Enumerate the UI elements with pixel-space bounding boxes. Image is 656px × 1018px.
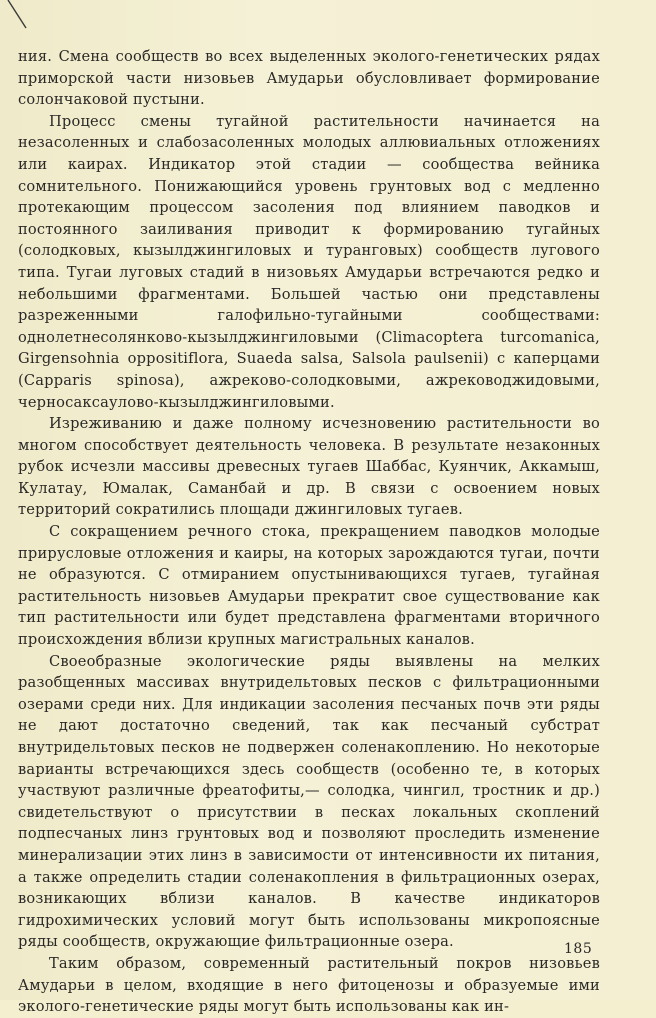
paragraph-sand-ecological-rows: Своеобразные экологические ряды выявлены на мелких разобщенных массивах внутридельтовых песков с фильтрационными озерами среди них. Для индикации засоления песчаных почв эти ряды не дают достаточно сведений, так как песчаный субстрат внутридельтовых песков не подвержен соленакоплению. Но некоторые варианты встречающихся здесь сообществ (особенно те, в которых участвуют различные фреатофиты,— солодка, чингил, тростник и др.) свидетельствуют о присутствии в песках локальных скоплений подпесчаных линз грунтовых вод и позволяют проследить изменение минерализации этих линз в зависимости от интенсивности их питания, а также определить стадии соленакопления в фильтрационных озерах, возникающих вблизи каналов. В качестве индикаторов гидрохимических условий могут быть использованы микропоясные ряды сообществ, окружающие фильтрационные озера. <box>18 652 600 951</box>
paragraph-conclusion: Таким образом, современный растительный покров низовьев Амударьи в целом, входящие в него фитоценозы и образуемые ими эколого-генетические ряды могут быть использованы как ин- <box>18 954 600 1016</box>
scan-edge-mark <box>6 0 28 30</box>
page-number: 185 <box>564 941 593 957</box>
paragraph-river-flow: С сокращением речного стока, прекращением паводков молодые прирусловые отложения и каиры, на которых зарождаются тугаи, почти не образуются. С отмиранием опустынивающихся тугаев, тугайная растительность низовьев Амударьи прекратит свое существование как тип растительности или будет представлена фрагментами вторичного происхождения вблизи крупных магистральных каналов. <box>18 523 600 649</box>
paragraph-continued: ния. Смена сообществ во всех выделенных эколого-генетических рядах приморской части низовьев Амударьи обусловливает формирование солончаковой пустыни. <box>18 48 600 109</box>
paragraph-human-impact: Изреживанию и даже полному исчезновению растительности во многом способствует деятельность человека. В результате незаконных рубок исчезли массивы древесных тугаев Шаббас, Куянчик, Аккамыш, Кулатау, Юмалак, Саманбай и др. В связи с освоением новых территорий сократились площади джингиловых тугаев. <box>18 415 600 519</box>
body-text <box>18 46 600 1018</box>
paragraph-tugai-succession: Процесс смены тугайной растительности начинается на незасоленных и слабозасоленных молодых аллювиальных отложениях или каирах. Индикатор этой стадии — сообщества вейника сомнительного. Понижающийся уровень грунтовых вод с медленно протекающим процессом засоления под влиянием паводков и постоянного заиливания приводит к формированию тугайных (солодковых, кызылджингиловых и туранговых) сообществ лугового типа. Тугаи луговых стадий в низовьях Амударьи встречаются редко и небольшими фрагментами. Большей частью они представлены разреженными галофильно-тугайными сообществами: однолетнесолянково-кызылджингиловыми (Climacoptera turcomanica, Girgensohnia oppositiflora, Suaeda salsa, Salsola paulsenii) с каперцами (Capparis spinosa), ажреково-солодковыми, ажреководжидовыми, черносаксаулово-кызылджингиловыми. <box>18 112 600 411</box>
